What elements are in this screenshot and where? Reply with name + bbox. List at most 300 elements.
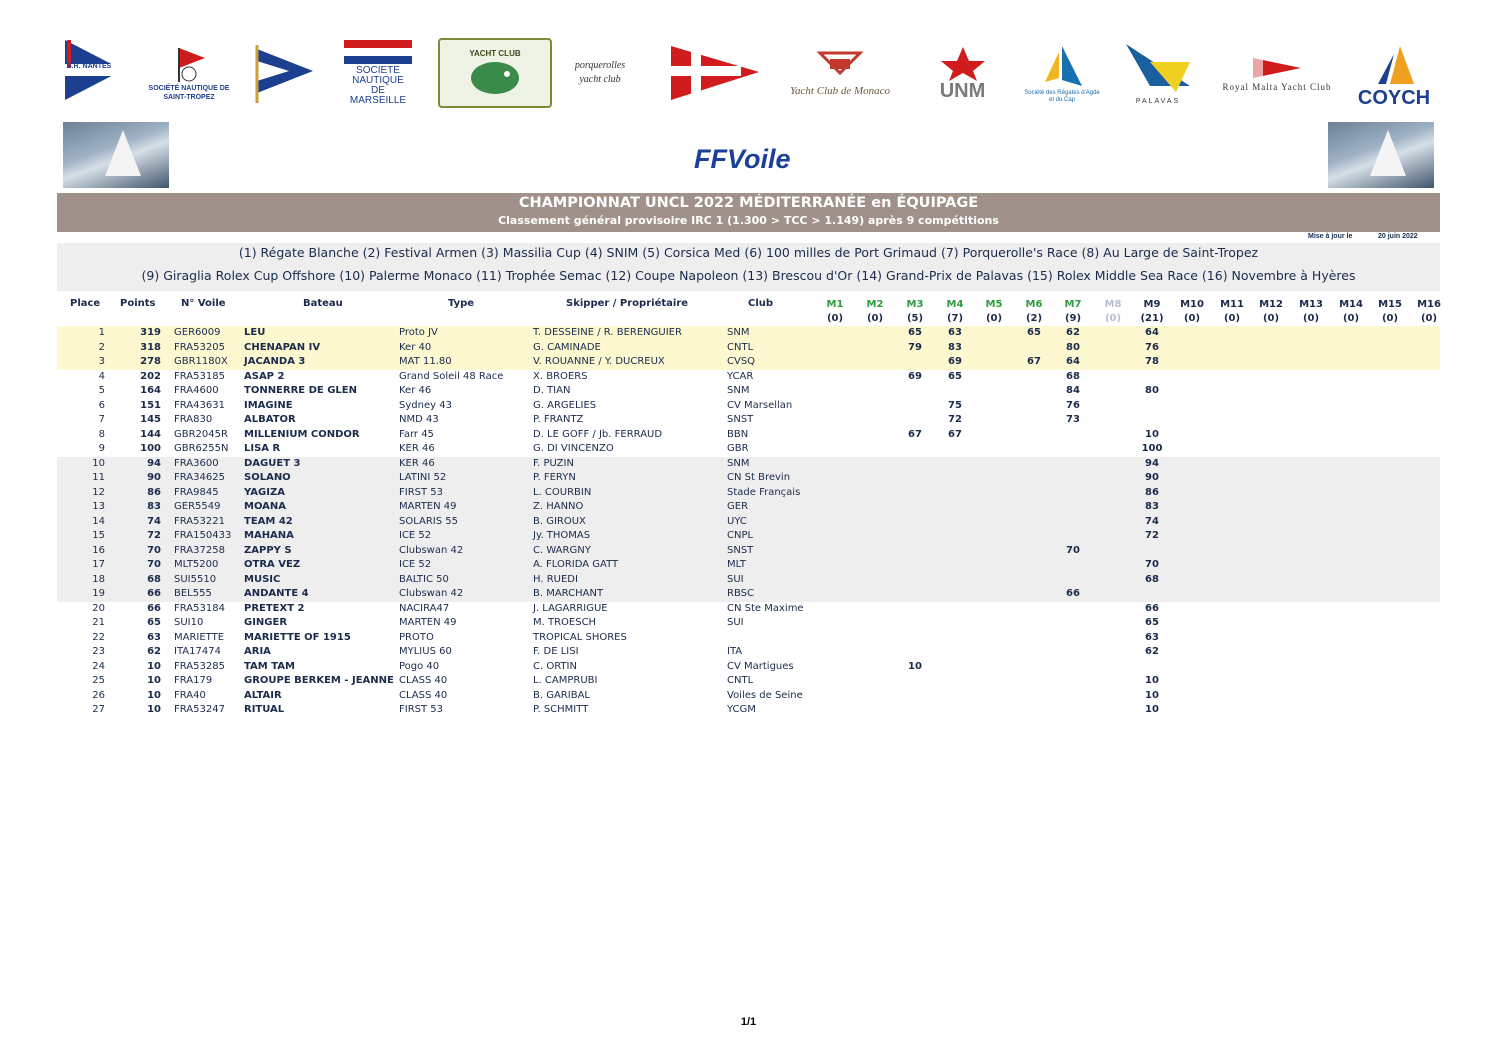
score-m9: 83 [1145,501,1159,512]
header-m3 [900,298,930,326]
score-m3: 67 [908,428,922,440]
boat-name-cell: TEAM 42 [244,515,293,527]
score-m3: 79 [908,341,922,353]
place-cell: 12 [92,486,105,498]
sail-number-cell: SUI5510 [174,573,217,585]
place-cell: 2 [98,341,105,353]
royal-malta-yacht-club-logo: Royal Malta Yacht Club [1212,38,1342,108]
manche-label: M7 [1064,299,1082,310]
manche-label: M2 [866,299,884,310]
place-cell: 17 [92,559,105,570]
table-row [57,384,1440,399]
manche-count: (0) [1223,313,1241,324]
sail-number-cell: FRA4600 [174,385,219,396]
table-row [57,674,1440,689]
skipper-cell: P. FERYN [533,472,576,483]
skipper-cell: G. ARGELIES [533,399,597,411]
score-m7: 76 [1066,399,1080,411]
boat-type-cell: NACIRA47 [399,602,450,614]
skipper-cell: L. COURBIN [533,486,592,498]
score-m9: 65 [1145,617,1159,628]
header-m16 [1414,298,1444,326]
sail-number-cell: FRA37258 [174,544,225,556]
points-cell: 90 [147,472,161,483]
table-row [57,486,1440,501]
sail-number-cell: BEL555 [174,588,212,599]
boat-type-cell: MYLIUS 60 [399,646,452,657]
club-cell: RBSC [727,588,754,599]
boat-name-cell: MUSIC [244,573,281,585]
manche-count: (2) [1025,313,1043,324]
manche-label: M12 [1259,299,1283,310]
boat-type-cell: PROTO [399,631,434,643]
sr-nantes-logo: S.R. NANTES [63,38,125,100]
score-m7: 73 [1066,414,1080,425]
skipper-cell: L. CAMPRUBI [533,675,598,686]
boat-name-cell: PRETEXT 2 [244,602,305,614]
manche-label: M9 [1143,299,1161,310]
score-m4: 69 [948,356,962,367]
header-m7 [1058,298,1088,326]
score-m3: 65 [908,327,922,338]
skipper-cell: Jy. THOMAS [533,530,591,541]
score-m9: 66 [1145,602,1159,614]
boat-type-cell: Grand Soleil 48 Race [399,370,504,382]
club-cell: CNTL [727,675,754,686]
points-cell: 86 [147,486,161,498]
update-date: 20 juin 2022 [1378,233,1418,240]
skipper-cell: C. WARGNY [533,544,591,556]
boat-name-cell: ALBATOR [244,414,296,425]
sailing-photo-left [63,122,169,188]
table-row [57,442,1440,457]
skipper-cell: M. TROESCH [533,617,597,628]
skipper-cell: B. GARIBAL [533,689,590,701]
legend-line-1: (1) Régate Blanche (2) Festival Armen (3) Massilia Cup (4) SNIM (5) Corsica Med (6) 100 milles de Port Grimaud (7) Porquerolle's Race (8) Au Large de Saint-Tropez [238,245,1259,260]
club-cell: CN Ste Maxime [727,602,804,614]
place-cell: 5 [98,385,105,396]
place-cell: 18 [92,573,105,585]
points-cell: 94 [147,457,161,469]
boat-name-cell: ARIA [244,646,271,657]
score-m7: 70 [1066,544,1080,556]
boat-name-cell: MILLENIUM CONDOR [244,428,360,440]
table-row [57,703,1440,718]
club-cell: CNTL [727,341,754,353]
club-cell: CV Martigues [727,660,794,672]
points-cell: 70 [147,544,161,556]
sailing-photo-right [1328,122,1434,188]
manche-label: M1 [826,299,844,310]
place-cell: 20 [92,602,105,614]
points-cell: 278 [140,356,161,367]
points-cell: 66 [147,602,161,614]
score-m4: 67 [948,428,962,440]
manche-count: (0) [1104,313,1122,324]
header-m15 [1375,298,1405,326]
sail-number-cell: FRA150433 [174,530,232,541]
place-cell: 19 [92,588,105,599]
skipper-cell: D. LE GOFF / Jb. FERRAUD [533,428,663,440]
ffvoile-logo: FFVoile [694,143,791,174]
header-m4 [940,298,970,326]
manche-label: M16 [1417,299,1441,310]
header-m12 [1256,298,1286,326]
sail-number-cell: GBR1180X [174,356,228,367]
boat-type-cell: KER 46 [399,457,435,469]
score-m3: 10 [908,660,922,672]
club-cell: SNM [727,327,750,338]
place-cell: 13 [92,501,105,512]
place-cell: 9 [98,443,105,454]
header-m2 [860,298,890,326]
boat-type-cell: Pogo 40 [399,660,440,672]
sail-number-cell: GBR6255N [174,443,229,454]
skipper-cell: T. DESSEINE / R. BERENGUIER [533,327,682,338]
score-m9: 76 [1145,341,1159,353]
sorac-logo: Société des Régates d'Agde et du Cap [1022,38,1102,110]
skipper-cell: B. GIROUX [533,515,586,527]
score-m4: 75 [948,399,962,411]
manche-label: M8 [1104,299,1122,310]
boat-type-cell: BALTIC 50 [399,573,449,585]
place-cell: 25 [92,675,105,686]
points-cell: 10 [147,689,161,701]
manche-label: M14 [1339,299,1363,310]
boat-name-cell: ANDANTE 4 [244,588,309,599]
boat-type-cell: KER 46 [399,443,435,454]
header-skipper: Skipper / Propriétaire [566,298,689,309]
manche-count: (0) [1342,313,1360,324]
score-m9: 80 [1145,385,1159,396]
table-row [57,660,1440,675]
score-m4: 83 [948,341,962,353]
points-cell: 319 [140,327,161,338]
score-m9: 72 [1145,530,1159,541]
skipper-cell: C. ORTIN [533,660,577,672]
snm-logo: SOCIETE NAUTIQUE DE MARSEILLE [342,38,414,108]
yacht-club-port-grimaud-logo: YACHT CLUB [438,38,552,108]
boat-name-cell: DAGUET 3 [244,457,301,469]
club-cell: Stade Français [727,486,801,498]
sail-number-cell: MARIETTE [174,631,225,643]
sail-number-cell: FRA43631 [174,399,225,411]
palavas-logo: PALAVAS [1118,38,1198,108]
score-m9: 100 [1141,443,1163,454]
sail-number-cell: FRA53184 [174,602,225,614]
unm-logo: UNM [925,38,1000,108]
table-row [57,355,1440,370]
boat-name-cell: IMAGINE [244,399,293,411]
table-row [57,689,1440,704]
header-m1 [820,298,850,326]
score-m9: 10 [1145,704,1159,715]
page-number: 1/1 [740,1016,757,1028]
club-cell: UYC [727,515,747,527]
club-cell: YCGM [727,704,756,715]
score-m9: 63 [1145,631,1159,643]
boat-type-cell: Proto JV [399,327,438,338]
club-cell: CNPL [727,530,754,541]
manche-label: M3 [906,299,924,310]
score-m4: 65 [948,370,962,382]
table-row [57,616,1440,631]
club-cell: Voiles de Seine [727,689,803,701]
club-cell: CVSQ [727,356,756,367]
red-white-flag-logo [665,38,765,108]
manche-label: M11 [1220,299,1244,310]
skipper-cell: A. FLORIDA GATT [533,559,619,570]
boat-name-cell: LEU [244,327,266,338]
boat-type-cell: NMD 43 [399,414,439,425]
header-points: Points [120,298,156,309]
club-pennant-logo [250,38,320,108]
boat-name-cell: JACANDA 3 [244,356,306,367]
place-cell: 14 [92,515,105,527]
boat-name-cell: GROUPE BERKEM - JEANNE [244,675,394,686]
header-m11 [1217,298,1247,326]
manche-count: (0) [866,313,884,324]
header-m9 [1137,298,1167,326]
sail-number-cell: SUI10 [174,617,204,628]
sail-number-cell: FRA9845 [174,486,219,498]
sail-number-cell: FRA53247 [174,704,225,715]
boat-name-cell: MARIETTE OF 1915 [244,631,351,643]
place-cell: 24 [92,660,105,672]
boat-name-cell: LISA R [244,443,281,454]
points-cell: 63 [147,631,161,643]
sail-number-cell: FRA53221 [174,515,225,527]
yacht-club-monaco-logo: Yacht Club de Monaco [780,38,900,108]
skipper-cell: B. MARCHANT [533,588,604,599]
sail-number-cell: FRA53205 [174,341,225,353]
page-title: CHAMPIONNAT UNCL 2022 MÉDITERRANÉE en ÉQUIPAGE [518,195,979,211]
manche-count: (7) [946,313,964,324]
club-cell: SNST [727,544,754,556]
skipper-cell: P. SCHMITT [533,704,589,715]
place-cell: 10 [92,457,105,469]
score-m9: 10 [1145,675,1159,686]
boat-type-cell: SOLARIS 55 [399,515,459,527]
place-cell: 23 [92,646,105,657]
points-cell: 62 [147,646,161,657]
skipper-cell: H. RUEDI [533,573,578,585]
score-m6: 67 [1027,356,1041,367]
table-row [57,573,1440,588]
place-cell: 22 [92,631,105,643]
table-row [57,428,1440,443]
score-m9: 70 [1145,559,1159,570]
place-cell: 8 [98,428,105,440]
club-cell: SNM [727,385,750,396]
header-place: Place [70,298,101,309]
club-cell: YCAR [727,370,754,382]
manche-count: (0) [1420,313,1438,324]
sail-number-cell: GER6009 [174,327,221,338]
place-cell: 11 [92,472,105,483]
table-row [57,471,1440,486]
skipper-cell: P. FRANTZ [533,414,584,425]
boat-name-cell: GINGER [244,617,288,628]
boat-type-cell: Ker 46 [399,385,432,396]
boat-name-cell: TAM TAM [244,660,295,672]
manche-count: (5) [906,313,924,324]
club-cell: GER [727,501,749,512]
manche-count: (0) [826,313,844,324]
club-cell: SNM [727,457,750,469]
place-cell: 3 [98,356,105,367]
score-m9: 10 [1145,689,1159,701]
place-cell: 7 [98,414,105,425]
header-m6 [1019,298,1049,326]
boat-type-cell: MAT 11.80 [399,356,452,367]
club-cell: BBN [727,428,749,440]
skipper-cell: F. PUZIN [533,457,574,469]
coych-logo: COYCH [1352,38,1436,114]
boat-name-cell: MOANA [244,501,287,512]
boat-type-cell: Ker 40 [399,341,432,353]
boat-type-cell: LATINI 52 [399,472,447,483]
manche-count: (21) [1140,313,1164,324]
table-row [57,558,1440,573]
club-cell: SUI [727,573,744,585]
place-cell: 27 [92,704,105,715]
boat-name-cell: TONNERRE DE GLEN [244,385,357,396]
points-cell: 151 [140,399,161,411]
legend-line-2: (9) Giraglia Rolex Cup Offshore (10) Palerme Monaco (11) Trophée Semac (12) Coupe Napoleon (13) Brescou d'Or (14) Grand-Prix de Palavas (15) Rolex Middle Sea Race (16) Novembre à Hyères [141,268,1356,283]
club-cell: CN St Brevin [727,472,791,483]
manche-count: (9) [1064,313,1082,324]
score-m4: 72 [948,414,962,425]
sail-number-cell: GER5549 [174,501,221,512]
score-m9: 90 [1145,472,1159,483]
table-row [57,370,1440,385]
club-cell: SNST [727,414,754,425]
place-cell: 26 [92,689,105,701]
header-voile: N° Voile [181,298,226,309]
score-m3: 69 [908,370,922,382]
title-banner [57,193,1440,232]
boat-type-cell: Sydney 43 [399,399,452,411]
table-row [57,645,1440,660]
points-cell: 164 [140,385,161,396]
manche-label: M15 [1378,299,1402,310]
table-row [57,529,1440,544]
header-m8 [1098,298,1128,326]
club-cell: GBR [727,443,749,454]
header-m5 [979,298,1009,326]
skipper-cell: X. BROERS [533,370,588,382]
skipper-cell: G. DI VINCENZO [533,443,614,454]
header-bateau: Bateau [303,298,343,309]
skipper-cell: F. DE LISI [533,646,579,657]
score-m6: 65 [1027,327,1041,338]
score-m9: 10 [1145,428,1159,440]
boat-type-cell: FIRST 53 [399,704,444,715]
place-cell: 1 [98,327,105,338]
sail-number-cell: FRA40 [174,689,206,701]
points-cell: 318 [140,341,161,353]
sail-number-cell: FRA34625 [174,472,225,483]
points-cell: 68 [147,573,161,585]
skipper-cell: G. CAMINADE [533,341,601,353]
races-legend [57,243,1440,291]
points-cell: 72 [147,530,161,541]
sail-number-cell: MLT5200 [174,559,219,570]
place-cell: 21 [92,617,105,628]
points-cell: 65 [147,617,161,628]
boat-type-cell: CLASS 40 [399,675,448,686]
score-m4: 63 [948,327,962,338]
points-cell: 10 [147,704,161,715]
manche-label: M5 [985,299,1003,310]
boat-name-cell: SOLANO [244,472,291,483]
header-m14 [1336,298,1366,326]
points-cell: 66 [147,588,161,599]
table-row [57,326,1440,341]
manche-count: (0) [1302,313,1320,324]
points-cell: 145 [140,414,161,425]
score-m9: 62 [1145,646,1159,657]
points-cell: 144 [140,428,161,440]
score-m7: 64 [1066,356,1080,367]
boat-name-cell: OTRA VEZ [244,559,301,570]
points-cell: 10 [147,660,161,672]
boat-name-cell: ZAPPY S [244,544,292,556]
table-row [57,399,1440,414]
boat-name-cell: YAGIZA [244,486,285,498]
skipper-cell: Z. HANNO [533,501,584,512]
boat-type-cell: Clubswan 42 [399,588,464,599]
boat-type-cell: Clubswan 42 [399,544,464,556]
sail-number-cell: FRA830 [174,414,213,425]
club-cell: SUI [727,617,744,628]
header-club: Club [748,298,774,309]
table-row [57,500,1440,515]
page-subtitle: Classement général provisoire IRC 1 (1.300 > TCC > 1.149) après 9 compétitions [498,214,999,227]
score-m7: 68 [1066,370,1080,382]
score-m9: 86 [1145,486,1159,498]
manche-label: M10 [1180,299,1204,310]
sail-number-cell: GBR2045R [174,428,228,440]
boat-name-cell: ALTAIR [244,689,282,701]
boat-type-cell: ICE 52 [399,559,432,570]
manche-count: (0) [985,313,1003,324]
points-cell: 10 [147,675,161,686]
boat-name-cell: CHENAPAN IV [244,341,321,353]
points-cell: 100 [140,443,161,454]
sail-number-cell: FRA53185 [174,370,225,382]
club-cell: CV Marsellan [727,399,793,411]
table-row [57,341,1440,356]
score-m7: 80 [1066,341,1080,353]
boat-type-cell: Farr 45 [399,428,434,440]
score-m9: 74 [1145,515,1159,527]
boat-name-cell: RITUAL [244,704,285,715]
table-row [57,602,1440,617]
sail-number-cell: ITA17474 [174,646,221,657]
manche-count: (0) [1183,313,1201,324]
place-cell: 4 [98,370,105,382]
score-m9: 94 [1145,457,1159,469]
boat-type-cell: CLASS 40 [399,689,448,701]
score-m9: 68 [1145,573,1159,585]
boat-name-cell: ASAP 2 [244,370,285,382]
table-row [57,587,1440,602]
points-cell: 202 [140,370,161,382]
manche-count: (0) [1381,313,1399,324]
header-m13 [1296,298,1326,326]
